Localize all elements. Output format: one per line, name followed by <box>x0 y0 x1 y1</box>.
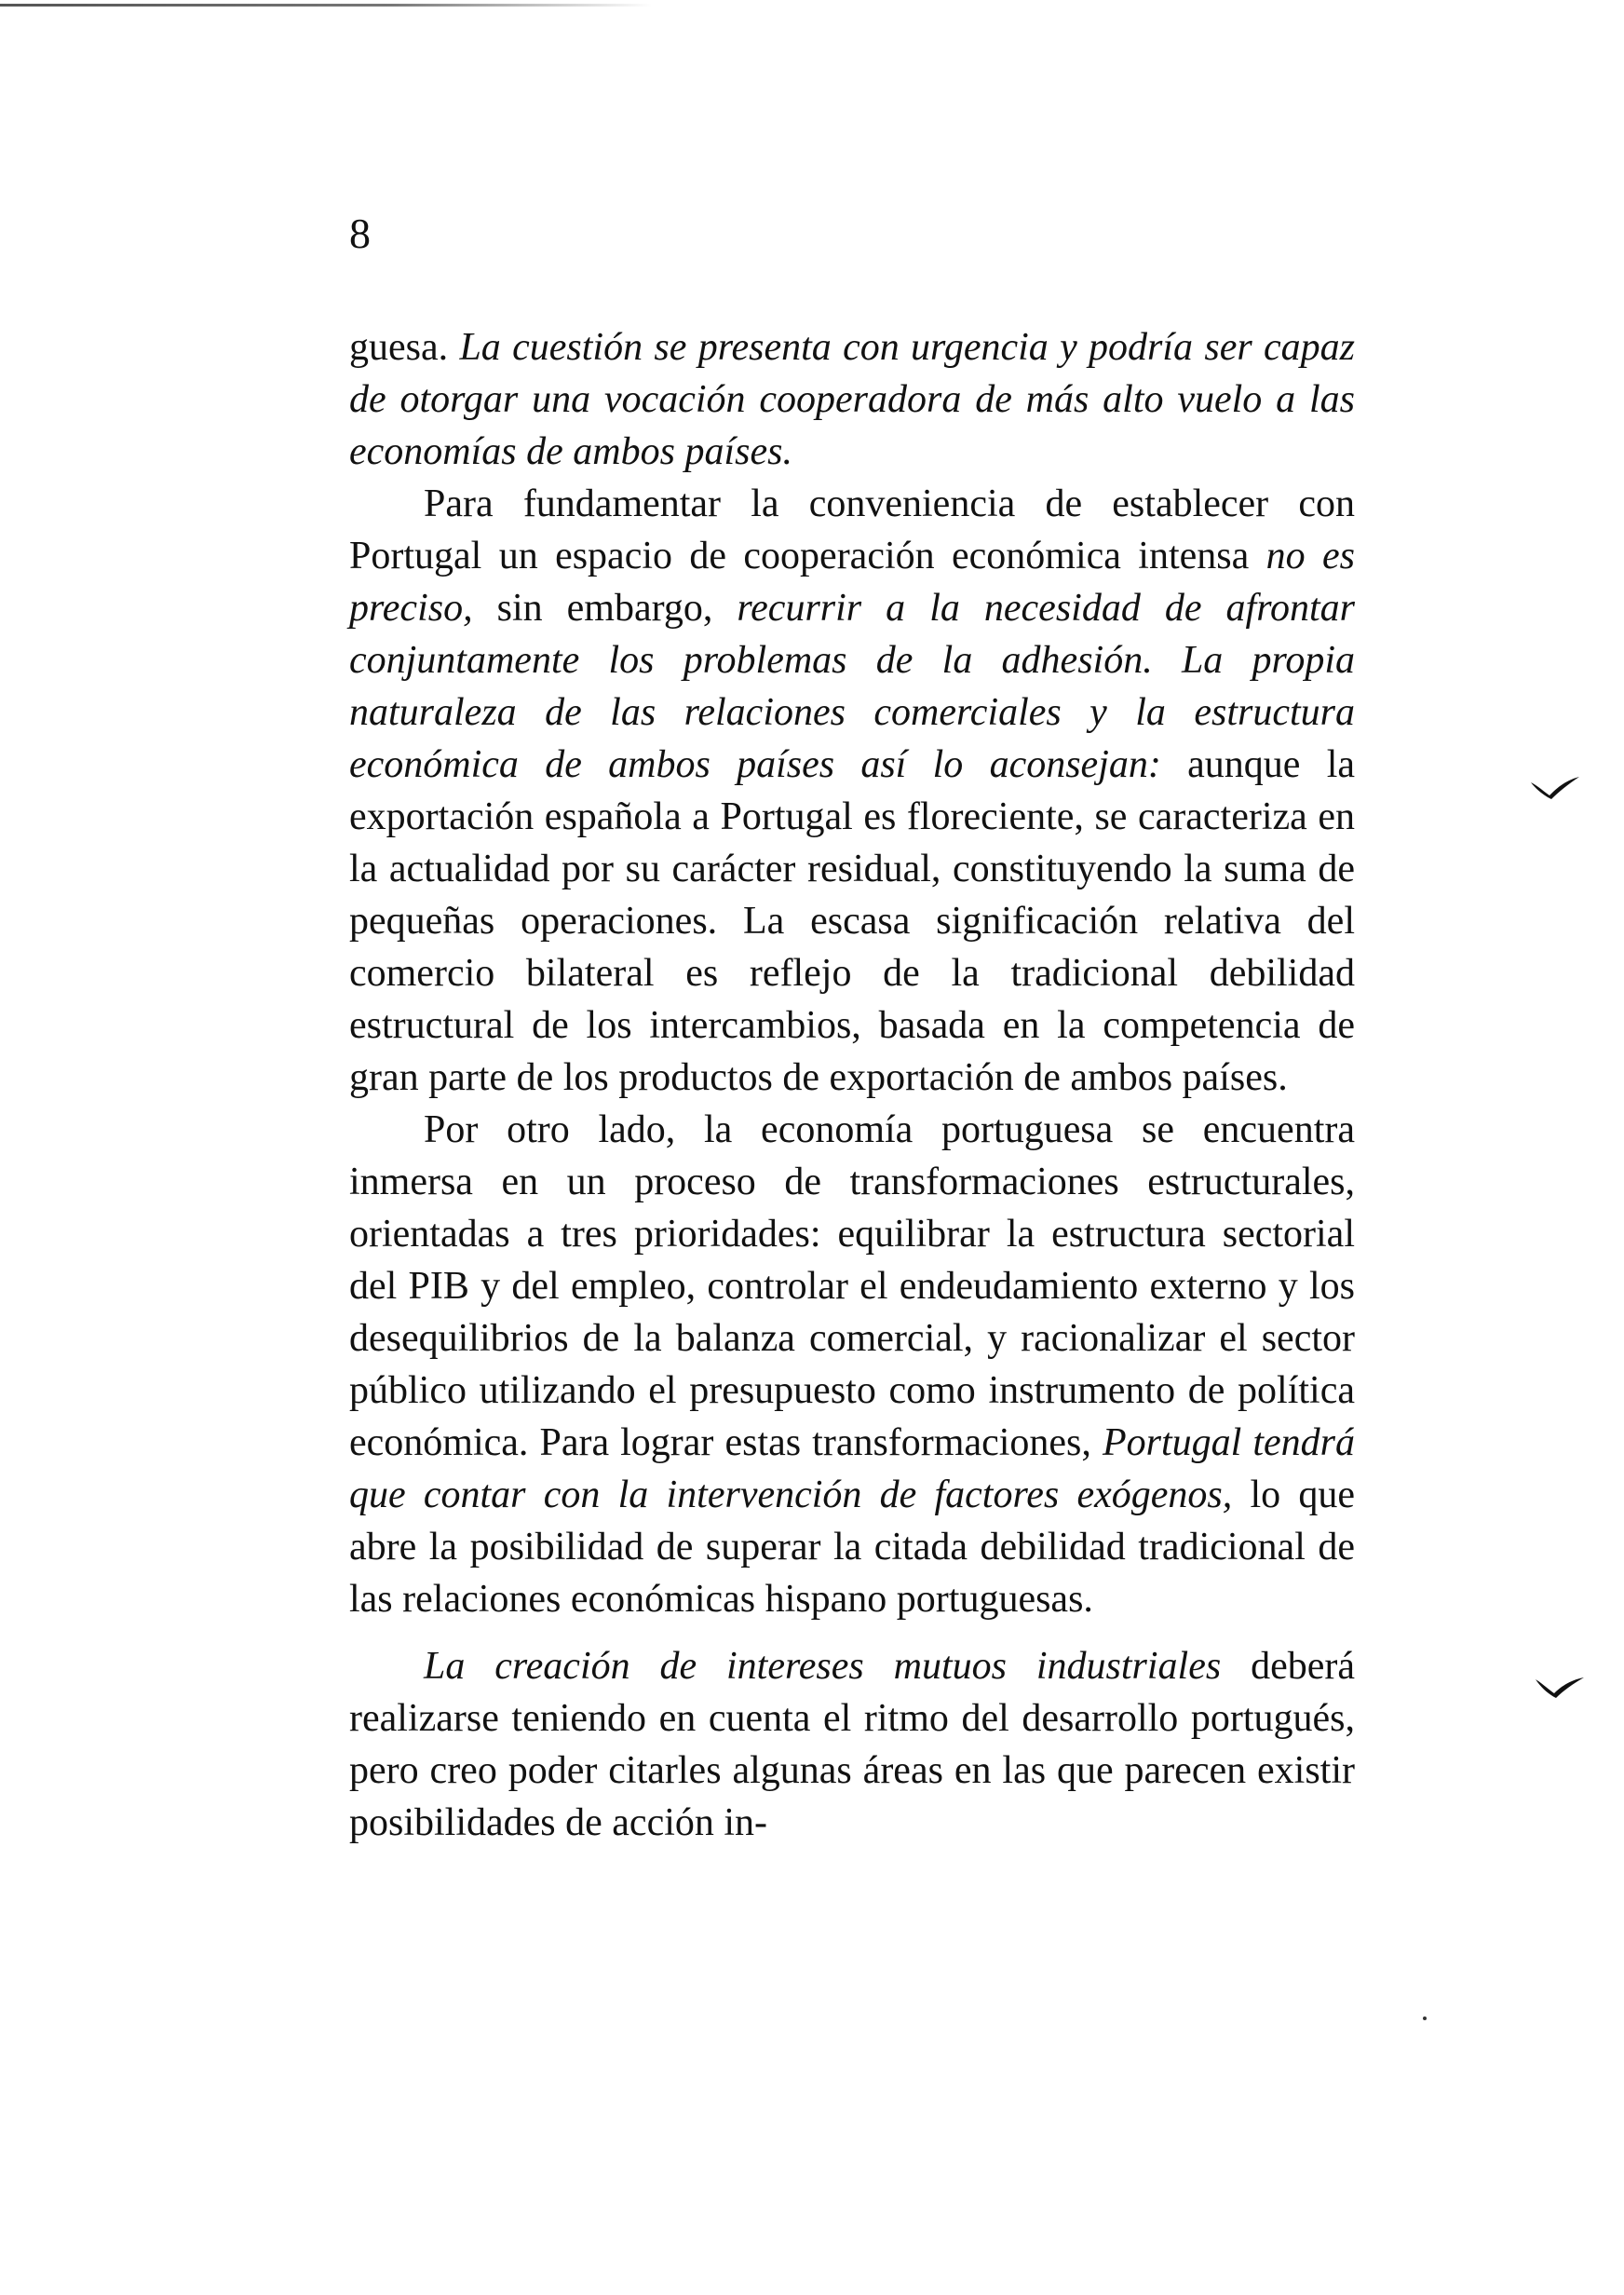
paragraph-4-run-2: deberá realizarse teniendo en cuenta el ritmo del desarrollo portugués, pero creo poder citarles algunas áreas en las que parecen existir posibilidades de acción in- <box>349 1645 1355 1844</box>
paragraph-2 <box>349 478 1355 1104</box>
paragraph-1 <box>349 321 1355 478</box>
paragraph-4-run-1: La creación de intereses mutuos industriales <box>424 1645 1222 1688</box>
margin-check-mark-icon <box>1532 1672 1588 1700</box>
paragraph-2-run-3: sin embargo, <box>472 587 738 630</box>
paragraph-3-run-1: Por otro lado, la economía portuguesa se encuentra inmersa en un proceso de transformaciones estructurales, orientadas a tres prioridades: equilibrar la estructura sectorial del PIB y del empleo, controlar el endeudamiento externo y los desequilibrios de la balanza comercial, y racionalizar el sector público utilizando el presupuesto como instrumento de política económica. Para lograr estas transformaciones, <box>349 1108 1355 1464</box>
paragraph-1-run-1: guesa. <box>349 326 460 369</box>
scan-speck <box>1423 2017 1427 2020</box>
margin-check-mark-icon <box>1527 773 1583 801</box>
paragraph-2-run-4: recurrir a la necesidad de afrontar conjuntamente los problemas de la adhesión. La propia naturaleza de las relaciones comerciales y la estructura económica de ambos países así lo aconsejan: <box>349 587 1355 786</box>
paragraph-3-run-3: lo que abre la posibilidad de superar la citada debilidad tradicional de las relaciones económicas hispano portuguesas. <box>349 1473 1355 1621</box>
body-text <box>349 321 1355 1849</box>
paragraph-2-run-1: Para fundamentar la conveniencia de establecer con Portugal un espacio de cooperación económica intensa <box>349 482 1355 577</box>
page-number: 8 <box>349 210 371 257</box>
scan-edge-line <box>0 4 652 7</box>
paragraph-1-run-2: La cuestión se presenta con urgencia y podría ser capaz de otorgar una vocación cooperadora de más alto vuelo a las economías de ambos países. <box>349 326 1355 473</box>
paragraph-2-run-2: no es preciso, <box>349 535 1355 630</box>
paragraph-3 <box>349 1104 1355 1625</box>
paragraph-4 <box>349 1640 1355 1849</box>
paragraph-3-run-2: Portugal tendrá que contar con la intervención de factores exógenos, <box>349 1421 1355 1516</box>
paragraph-2-run-5: aunque la exportación española a Portugal es floreciente, se caracteriza en la actualidad por su carácter residual, constituyendo la suma de pequeñas operaciones. La escasa significación relativa del comercio bilateral es reflejo de la tradicional debilidad estructural de los intercambios, basada en la competencia de gran parte de los productos de exportación de ambos países. <box>349 743 1355 1099</box>
